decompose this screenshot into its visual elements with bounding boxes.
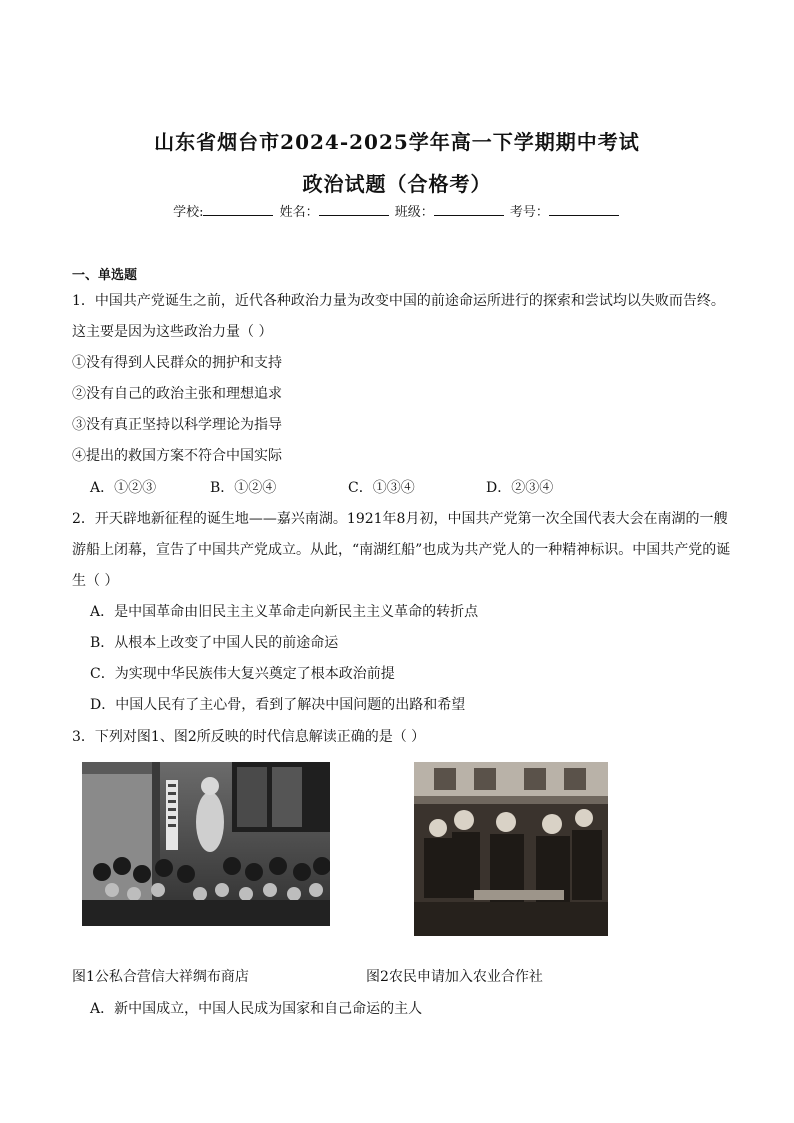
school-label: 学校:: [173, 205, 204, 220]
name-blank[interactable]: [319, 203, 389, 216]
exam-title: 山东省烟台市2024-2025学年高一下学期期中考试: [154, 130, 640, 154]
figure-1-caption: 图1公私合营信大祥绸布商店: [72, 969, 249, 985]
exam-number-blank[interactable]: [549, 203, 619, 216]
section-heading: 一、单选题: [72, 268, 138, 283]
q1-item-3: ③没有真正坚持以科学理论为指导: [72, 417, 282, 433]
class-blank[interactable]: [434, 203, 504, 216]
school-blank[interactable]: [203, 203, 273, 216]
q2-stem-line1: 2．开天辟地新征程的诞生地——嘉兴南湖。1921年8月初，中国共产党第一次全国代表大会在南湖的一艘: [72, 511, 728, 527]
class-label: 班级：: [394, 205, 434, 220]
student-info-row: [0, 201, 794, 220]
q1-option-a[interactable]: A．①②③: [90, 480, 157, 496]
figure-2-image: [414, 762, 608, 936]
q2-option-a[interactable]: A．是中国革命由旧民主主义革命走向新民主主义革命的转折点: [90, 604, 479, 620]
q1-option-c[interactable]: C．①③④: [348, 480, 415, 496]
figure-2-caption: 图2农民申请加入农业合作社: [366, 969, 543, 985]
q1-stem-line2: 这主要是因为这些政治力量（ ）: [72, 324, 273, 340]
q2-option-c[interactable]: C．为实现中华民族伟大复兴奠定了根本政治前提: [90, 666, 395, 682]
q1-option-d[interactable]: D．②③④: [486, 480, 554, 496]
figure-2-photo: [414, 762, 608, 936]
q2-option-d[interactable]: D．中国人民有了主心骨，看到了解决中国问题的出路和希望: [90, 697, 466, 713]
q2-stem-line3: 生（ ）: [72, 573, 119, 589]
q1-item-2: ②没有自己的政治主张和理想追求: [72, 386, 282, 402]
q1-stem-line1: 1．中国共产党诞生之前，近代各种政治力量为改变中国的前途命运所进行的探索和尝试均以失败而告终。: [72, 293, 725, 309]
q3-option-a[interactable]: A．新中国成立，中国人民成为国家和自己命运的主人: [90, 1001, 423, 1017]
q2-stem-line2: 游船上闭幕，宣告了中国共产党成立。从此，“南湖红船”也成为共产党人的一种精神标识。中国共产党的诞: [72, 542, 731, 558]
q1-item-4: ④提出的救国方案不符合中国实际: [72, 448, 282, 464]
figure-1-image: [82, 762, 330, 926]
name-label: 姓名：: [279, 205, 319, 220]
exam-subtitle: 政治试题（合格考）: [302, 172, 492, 196]
q3-stem: 3．下列对图1、图2所反映的时代信息解读正确的是（ ）: [72, 729, 426, 745]
exam-number-label: 考号：: [509, 205, 549, 220]
figure-1-photo: [82, 762, 330, 926]
q1-option-b[interactable]: B．①②④: [210, 480, 277, 496]
q1-item-1: ①没有得到人民群众的拥护和支持: [72, 355, 282, 371]
q2-option-b[interactable]: B．从根本上改变了中国人民的前途命运: [90, 635, 339, 651]
